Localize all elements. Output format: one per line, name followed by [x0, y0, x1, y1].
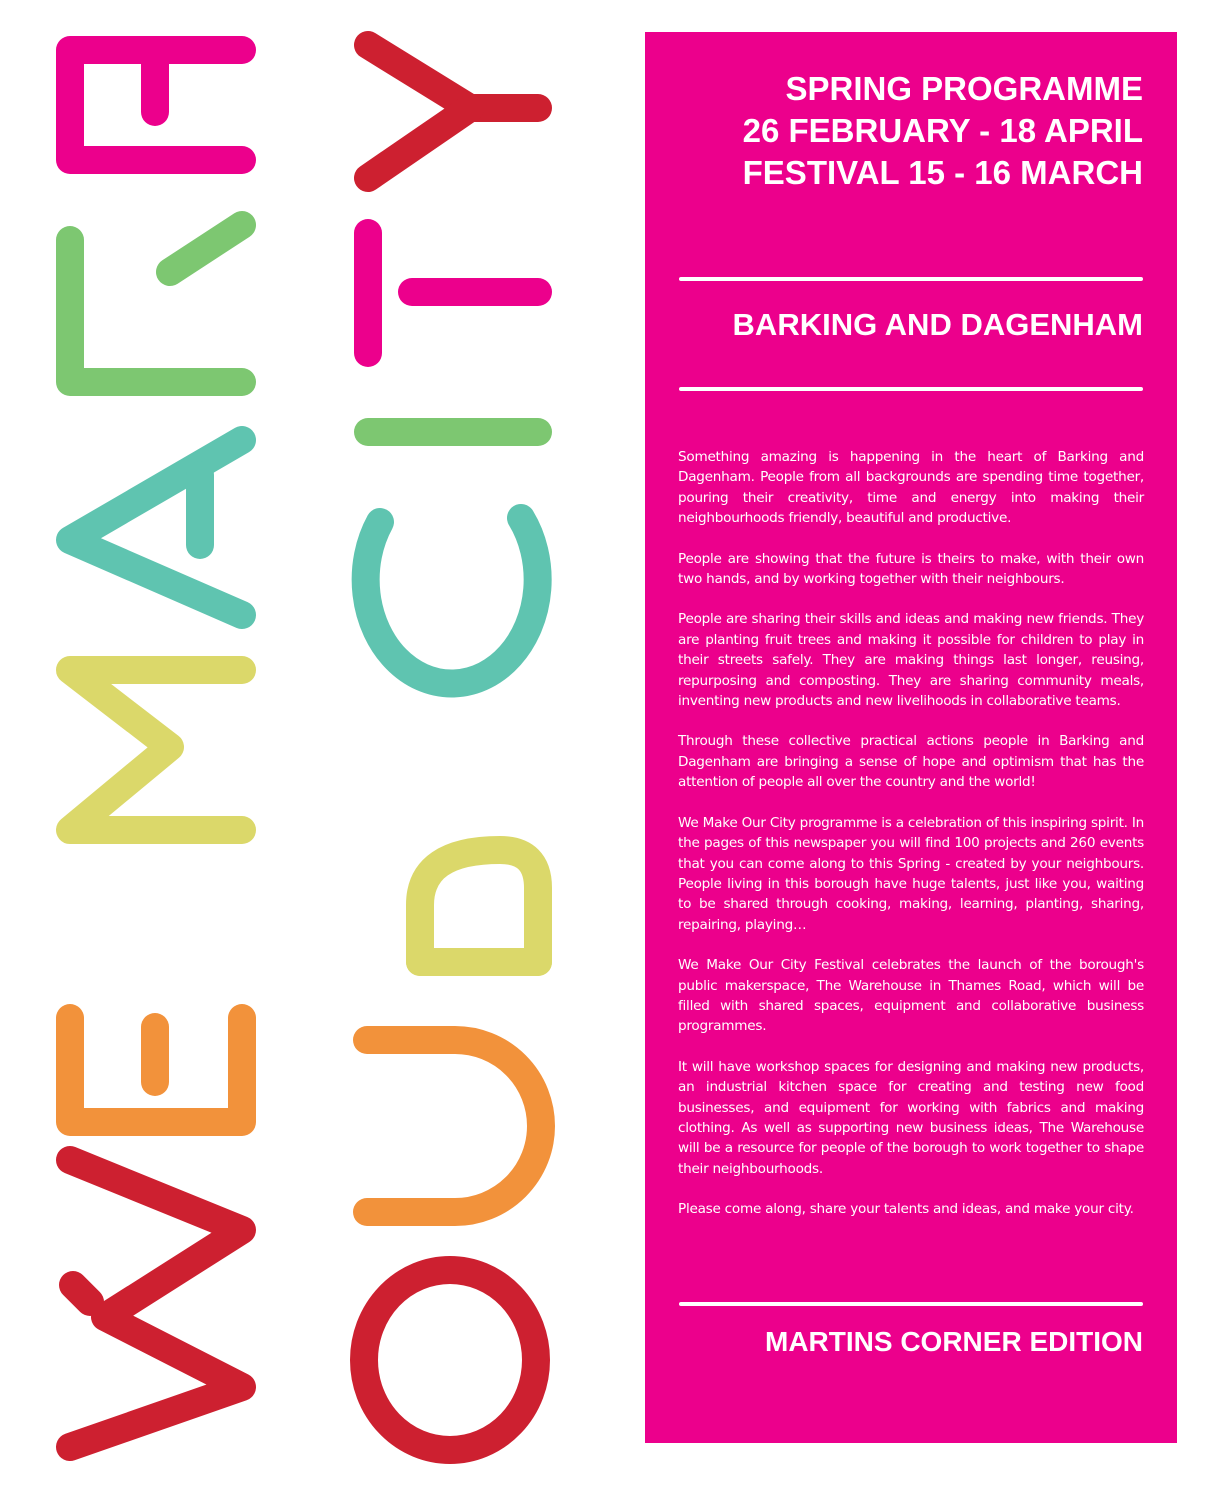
paragraph: Something amazing is happening in the heart of Barking and Dagenham. People from all backgrounds are spending time together, pouring their creativity, time and energy into making their neighbourhoods friendly, beautiful and productive.: [678, 449, 1144, 527]
heading-line-2: 26 FEBRUARY - 18 APRIL: [742, 112, 1143, 149]
intro-text: [678, 447, 1144, 1240]
paragraph: We Make Our City Festival celebrates the launch of the borough's public makerspace, The Warehouse in Thames Road, which will be filled with shared spaces, equipment and collaborative business programmes.: [678, 957, 1144, 1035]
letter-k: [70, 225, 242, 382]
letter-y: [368, 45, 538, 178]
heading-line-1: SPRING PROGRAMME: [785, 70, 1143, 107]
divider-bottom: [679, 1302, 1143, 1306]
letter-m: [70, 670, 242, 830]
location-title: BARKING AND DAGENHAM: [732, 307, 1143, 342]
programme-panel: [645, 32, 1177, 1443]
edition-title: MARTINS CORNER EDITION: [765, 1326, 1143, 1357]
programme-heading: [679, 68, 1143, 194]
letter-c: [366, 518, 538, 684]
letter-a: [70, 440, 242, 615]
paragraph: People are sharing their skills and ideas and making new friends. They are planting fruit trees and making it possible for children to play in their streets safely. They are making things last longer, reusing, repurposing and composting. They are sharing community meals, inventing new products and new livelihoods in collaborative teams.: [678, 611, 1144, 710]
letter-o: [364, 1270, 536, 1450]
letter-r: [420, 850, 538, 962]
letter-t: [368, 233, 538, 353]
paragraph: Through these collective practical actions people in Barking and Dagenham are bringing a sense of hope and optimism that has the attention of people all over the country and the world!: [678, 733, 1144, 791]
paragraph: We Make Our City programme is a celebration of this inspiring spirit. In the pages of this newspaper you will find 100 projects and 260 events that you can come along to this Spring - created by your neighbours. People living in this borough have huge talents, just like you, waiting to be shared through cooking, making, learning, planting, sharing, repairing, playing…: [678, 814, 1144, 933]
divider-top: [679, 277, 1143, 281]
heading-line-3: FESTIVAL 15 - 16 MARCH: [742, 154, 1143, 191]
letter-e-2: [70, 50, 242, 160]
divider-middle: [679, 387, 1143, 391]
letter-w: [70, 1160, 242, 1447]
letter-e-1: [70, 1018, 242, 1122]
letter-u: [367, 1040, 541, 1212]
vertical-title-logo: [0, 0, 610, 1499]
paragraph: People are showing that the future is theirs to make, with their own two hands, and by working together with their neighbours.: [678, 550, 1144, 588]
paragraph: Please come along, share your talents and ideas, and make your city.: [678, 1201, 1134, 1218]
paragraph: It will have workshop spaces for designing and making new products, an industrial kitchen space for creating and testing new food businesses, and equipment for working with fabrics and making clothing. As well as supporting new business ideas, The Warehouse will be a resource for people of the borough to work together to shape their neighbourhoods.: [678, 1058, 1144, 1177]
